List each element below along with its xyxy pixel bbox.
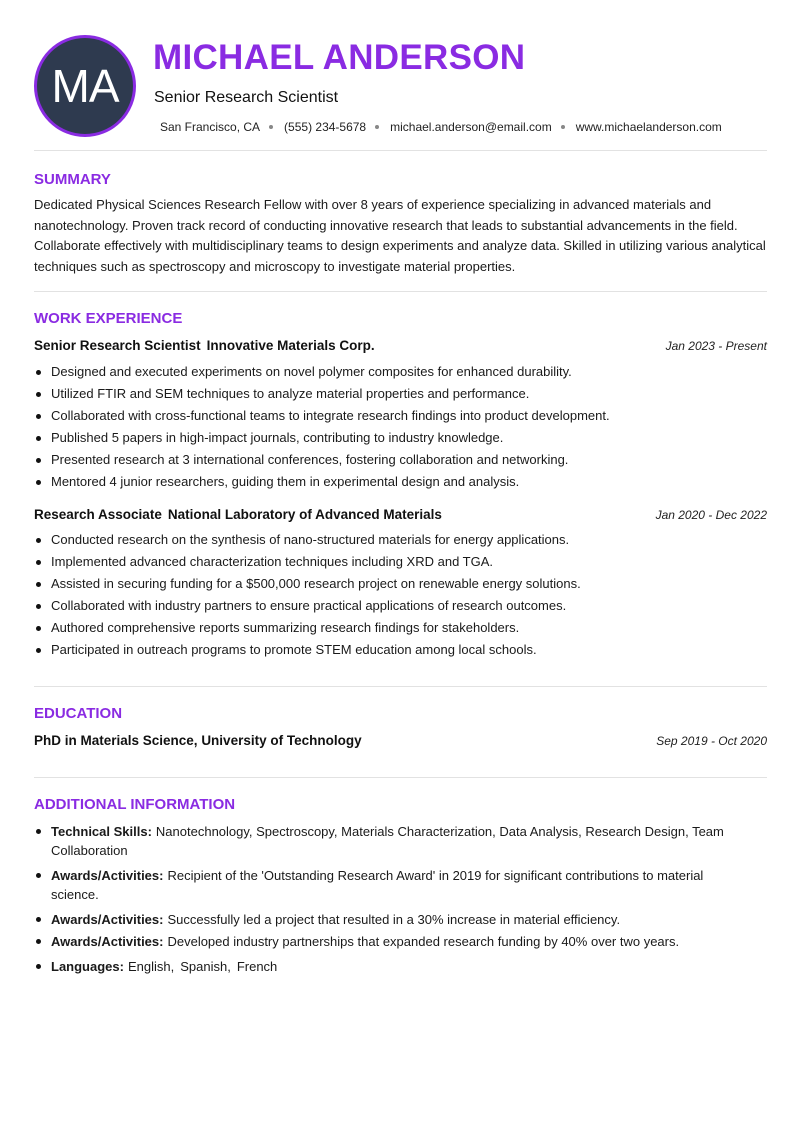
experience-heading: WORK EXPERIENCE bbox=[34, 310, 183, 327]
additional-list bbox=[51, 822, 751, 982]
separator-dot bbox=[561, 125, 565, 129]
candidate-name: MICHAEL ANDERSON bbox=[153, 38, 526, 77]
language: English, bbox=[127, 959, 175, 974]
item-text: Nanotechnology, Spectroscopy, Materials Characterization, Data Analysis, Research Design, Team Collaboration bbox=[51, 824, 724, 858]
list-item: Presented research at 3 international conferences, fostering collaboration and networking. bbox=[51, 449, 766, 471]
separator-dot bbox=[269, 125, 273, 129]
summary-text: Dedicated Physical Sciences Research Fellow with over 8 years of experience specializing in advanced materials and nanotechnology. Proven track record of conducting innovative research that leads to substantial advancements in the field. Collaborate effectively with multidisciplinary teams to design experiments and analyze data. Skilled in utilizing various analytical techniques such as spectroscopy and microscopy to investigate material properties. bbox=[34, 197, 766, 274]
list-item: Authored comprehensive reports summarizing research findings for stakeholders. bbox=[51, 617, 766, 639]
item-label: Technical Skills: bbox=[51, 824, 152, 839]
list-item: Participated in outreach programs to promote STEM education among local schools. bbox=[51, 639, 766, 661]
list-item bbox=[51, 822, 751, 860]
job-dates: Jan 2023 - Present bbox=[665, 339, 767, 353]
education-heading: EDUCATION bbox=[34, 705, 123, 722]
contact-website[interactable]: www.michaelanderson.com bbox=[575, 120, 722, 134]
job-bullets bbox=[51, 529, 766, 661]
list-item: Assisted in securing funding for a $500,000 research project on renewable energy solutions. bbox=[51, 573, 766, 595]
contact-location: San Francisco, CA bbox=[160, 120, 261, 134]
list-item bbox=[51, 957, 751, 976]
section-divider bbox=[34, 686, 767, 687]
language: French bbox=[236, 959, 278, 974]
list-item: Mentored 4 junior researchers, guiding them in experimental design and analysis. bbox=[51, 471, 766, 493]
list-item: Collaborated with cross-functional teams to integrate research findings into product development. bbox=[51, 405, 766, 427]
job-header bbox=[34, 507, 767, 522]
avatar bbox=[34, 35, 136, 137]
item-text: Successfully led a project that resulted in a 30% increase in material efficiency. bbox=[167, 912, 621, 927]
list-item bbox=[51, 932, 751, 951]
item-label: Awards/Activities: bbox=[51, 868, 164, 883]
separator-dot bbox=[375, 125, 379, 129]
candidate-title: Senior Research Scientist bbox=[154, 89, 339, 106]
contact-phone: (555) 234-5678 bbox=[284, 120, 367, 134]
list-item: Published 5 papers in high-impact journals, contributing to industry knowledge. bbox=[51, 427, 766, 449]
list-item: Utilized FTIR and SEM techniques to analyze material properties and performance. bbox=[51, 383, 766, 405]
job-bullets bbox=[51, 361, 766, 493]
list-item: Designed and executed experiments on novel polymer composites for enhanced durability. bbox=[51, 361, 766, 383]
avatar-initials: MA bbox=[51, 60, 119, 112]
section-divider bbox=[34, 777, 767, 778]
job-header bbox=[34, 338, 767, 353]
list-item: Collaborated with industry partners to ensure practical applications of research outcomes. bbox=[51, 595, 766, 617]
job-role: Senior Research Scientist bbox=[34, 338, 201, 353]
contact-bar bbox=[160, 120, 722, 134]
list-item bbox=[51, 910, 751, 929]
job-role: Research Associate bbox=[34, 507, 162, 522]
job-organization: National Laboratory of Advanced Materials bbox=[167, 507, 442, 522]
item-text: Developed industry partnerships that expanded research funding by 40% over two years. bbox=[167, 934, 680, 949]
item-text: Recipient of the 'Outstanding Research Award' in 2019 for significant contributions to material science. bbox=[51, 868, 704, 902]
section-divider bbox=[34, 291, 767, 292]
list-item bbox=[51, 866, 751, 904]
item-label: Awards/Activities: bbox=[51, 934, 164, 949]
additional-heading: ADDITIONAL INFORMATION bbox=[34, 796, 236, 813]
summary-heading: SUMMARY bbox=[34, 171, 111, 188]
education-degree: PhD in Materials Science, University of Technology bbox=[34, 733, 362, 748]
list-item: Implemented advanced characterization techniques including XRD and TGA. bbox=[51, 551, 766, 573]
languages-label: Languages: bbox=[51, 959, 124, 974]
job-organization: Innovative Materials Corp. bbox=[206, 338, 375, 353]
job-dates: Jan 2020 - Dec 2022 bbox=[655, 508, 767, 522]
education-entry bbox=[34, 733, 767, 748]
item-label: Awards/Activities: bbox=[51, 912, 164, 927]
education-dates: Sep 2019 - Oct 2020 bbox=[656, 734, 767, 748]
language: Spanish, bbox=[180, 959, 231, 974]
resume-header bbox=[0, 0, 800, 150]
list-item: Conducted research on the synthesis of nano-structured materials for energy applications. bbox=[51, 529, 766, 551]
section-divider bbox=[34, 150, 767, 151]
contact-email[interactable]: michael.anderson@email.com bbox=[390, 120, 552, 134]
